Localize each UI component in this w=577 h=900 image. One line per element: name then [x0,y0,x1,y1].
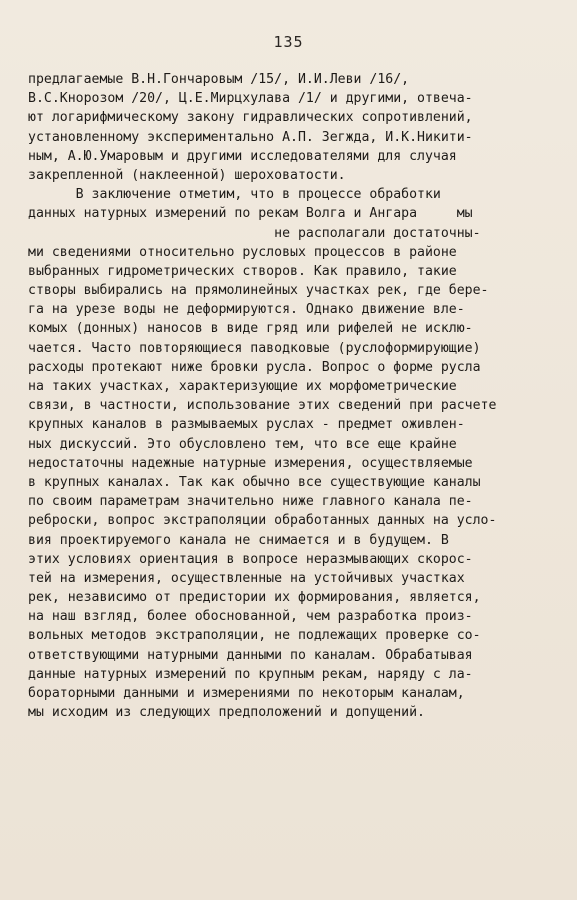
text-line: рек, независимо от предистории их формирования, является, [28,590,481,606]
text-line: недостаточны надежные натурные измерения, осуществляемые [28,455,473,471]
text-line: этих условиях ориентация в вопросе неразмывающих скорос- [28,551,473,567]
text-line: на наш взгляд, более обоснованной, чем разработка произ- [28,609,473,625]
text-line: вия проектируемого канала не снимается и в будущем. В [28,532,449,548]
text-line: данных натурных измерений по рекам Волга и Ангара мы [28,206,473,222]
text-line: расходы протекают ниже бровки русла. Вопрос о форме русла [28,359,481,375]
text-line: мы исходим из следующих предположений и допущений. [28,705,425,721]
text-line: данные натурных измерений по крупным рекам, наряду с ла- [28,666,473,682]
text-line: выбранных гидрометрических створов. Как правило, такие [28,263,457,279]
text-line: связи, в частности, использование этих сведений при расчете [28,398,497,414]
text-line: ответствующими натурными данными по каналам. Обрабатывая [28,647,473,663]
text-line: установленному экспериментально А.П. Зегжда, И.К.Никити- [28,129,473,145]
text-line: по своим параметрам значительно ниже главного канала пе- [28,494,473,510]
text-line: чается. Часто повторяющиеся паводковые (руслоформирующие) [28,340,481,356]
text-line: реброски, вопрос экстраполяции обработанных данных на усло- [28,513,497,529]
text-line: крупных каналов в размываемых руслах - предмет оживлен- [28,417,465,433]
text-line: В заключение отметим, что в процессе обработки [28,187,441,203]
text-line: створы выбирались на прямолинейных участках рек, где бере- [28,283,489,299]
text-line: не располагали достаточны- [28,225,481,241]
text-line: на таких участках, характеризующие их морфометрические [28,379,457,394]
text-line: ми сведениями относительно русловых процессов в районе [28,244,457,260]
text-line: предлагаемые В.Н.Гончаровым /15/, И.И.Леви /16/, [28,72,410,87]
text-line: в крупных каналах. Так как обычно все существующие каналы [28,474,481,490]
text-line: ным, А.Ю.Умаровым и другими исследователями для случая [28,148,457,164]
text-line: ных дискуссий. Это обусловлено тем, что все еще крайне [28,436,457,452]
text-line: закрепленной (наклеенной) шероховатости. [28,167,346,183]
text-line: га на урезе воды не деформируются. Однако движение вле- [28,302,465,318]
text-line: В.С.Кнорозом /20/, Ц.Е.Мирцхулава /1/ и другими, отвеча- [28,91,473,107]
page-number: 135 [273,33,304,51]
text-line: вольных методов экстраполяции, не подлежащих проверке со- [28,628,481,644]
body-text [28,70,558,722]
text-line: комых (донных) наносов в виде гряд или рифелей не исклю- [28,321,473,337]
text-line: бораторными данными и измерениями по некоторым каналам, [28,686,465,701]
text-line: тей на измерения, осуществленные на устойчивых участках [28,570,465,586]
text-line: ют логарифмическому закону гидравлических сопротивлений, [28,110,473,126]
